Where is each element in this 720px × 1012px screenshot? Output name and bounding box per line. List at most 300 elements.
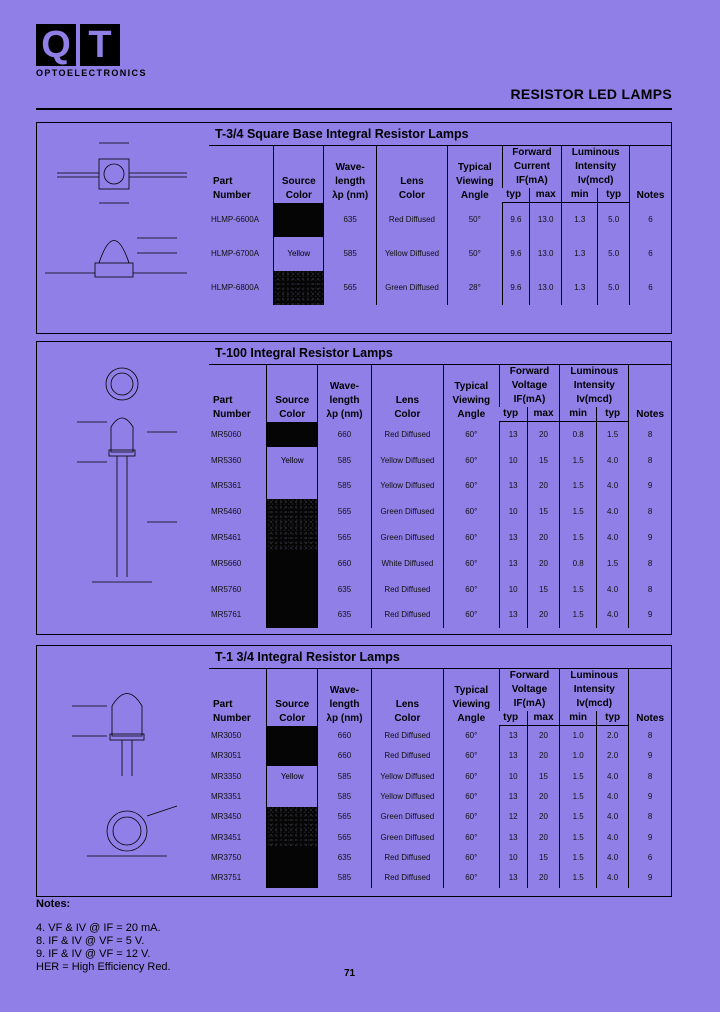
cell-wave: 660	[318, 550, 372, 576]
hdr-iv: Iv(mcd)	[576, 698, 613, 709]
cell-i-min: 1.0	[560, 726, 597, 746]
table-row	[209, 766, 671, 786]
cell-lens: White Diffused	[371, 550, 443, 576]
table-row	[209, 525, 671, 551]
cell-f-typ: 13	[499, 786, 527, 806]
cell-i-min: 1.5	[560, 473, 597, 499]
cell-f-max: 20	[527, 602, 560, 628]
cell-wave: 565	[318, 807, 372, 827]
hdr-iv: Iv(mcd)	[576, 394, 613, 405]
cell-notes: 9	[629, 786, 671, 806]
cell-lens: Red Diffused	[371, 746, 443, 766]
cell-notes: 8	[629, 499, 671, 525]
cell-angle: 60°	[443, 447, 499, 473]
hdr-source: Source	[275, 394, 310, 406]
cell-part: HLMP-6600A	[211, 215, 260, 224]
cell-notes: 6	[629, 271, 671, 305]
cell-f-max: 15	[527, 576, 560, 602]
cell-notes: 8	[629, 422, 671, 448]
table-row	[209, 203, 671, 237]
cell-i-typ: 5.0	[598, 203, 630, 237]
cell-angle: 60°	[443, 576, 499, 602]
cell-f-typ: 13	[499, 525, 527, 551]
cell-i-typ: 2.0	[597, 746, 629, 766]
qt-logo	[36, 24, 147, 78]
section-t134	[36, 645, 672, 897]
hdr-forward: Forward	[509, 366, 550, 377]
cell-source: Yellow	[267, 766, 318, 786]
table-row	[209, 271, 671, 305]
cell-f-typ: 9.6	[502, 203, 530, 237]
cell-angle: 60°	[443, 499, 499, 525]
cell-f-typ: 9.6	[502, 237, 530, 271]
hdr-source: Source	[281, 175, 316, 187]
cell-lens: Yellow Diffused	[377, 237, 448, 271]
cell-source	[274, 203, 324, 237]
cell-part: MR3350	[211, 771, 242, 781]
hdr-intensity: Intensity	[575, 161, 617, 172]
cell-part: MR3751	[211, 873, 242, 883]
hdr-lambda: λp (nm)	[326, 408, 363, 420]
cell-f-max: 20	[527, 473, 560, 499]
cell-angle: 60°	[443, 786, 499, 806]
page-title: RESISTOR LED LAMPS	[510, 86, 672, 102]
hdr-luminous: Luminous	[570, 366, 619, 377]
cell-i-min: 1.5	[560, 602, 597, 628]
cell-f-typ: 10	[499, 576, 527, 602]
cell-notes: 9	[629, 746, 671, 766]
cell-i-typ: 1.5	[597, 550, 629, 576]
cell-source	[267, 726, 318, 746]
table-row	[209, 473, 671, 499]
cell-f-max: 20	[527, 807, 560, 827]
cell-part: MR3351	[211, 792, 242, 802]
hdr-notes: Notes	[629, 146, 671, 203]
cell-wave: 635	[324, 203, 377, 237]
cell-source	[267, 807, 318, 827]
cell-f-typ: 13	[499, 550, 527, 576]
cell-source	[267, 576, 318, 602]
cell-notes: 8	[629, 576, 671, 602]
diagram-t134	[37, 646, 207, 896]
table-row	[209, 786, 671, 806]
cell-f-max: 15	[527, 499, 560, 525]
hdr-part: Part	[213, 394, 233, 406]
hdr-angle: Angle	[457, 408, 486, 420]
cell-notes: 9	[629, 827, 671, 847]
cell-lens: Red Diffused	[377, 203, 448, 237]
cell-source	[267, 602, 318, 628]
hdr-voltage: Voltage	[511, 684, 548, 695]
cell-notes: 9	[629, 602, 671, 628]
cell-lens: Yellow Diffused	[371, 473, 443, 499]
cell-source	[267, 525, 318, 551]
cell-part: MR5060	[211, 429, 242, 439]
hdr-typical: Typical	[457, 161, 492, 173]
cell-i-typ: 4.0	[597, 447, 629, 473]
cell-lens: Red Diffused	[371, 726, 443, 746]
cell-f-max: 15	[527, 847, 560, 867]
cell-notes: 9	[629, 868, 671, 888]
cell-f-typ: 9.6	[502, 271, 530, 305]
cell-notes: 8	[629, 807, 671, 827]
cell-wave: 565	[318, 525, 372, 551]
cell-f-max: 13.0	[530, 237, 562, 271]
cell-lens: Red Diffused	[371, 868, 443, 888]
logo-letter-t: T	[80, 24, 120, 66]
cell-lens: Green Diffused	[371, 827, 443, 847]
section-title: T-100 Integral Resistor Lamps	[209, 342, 671, 365]
cell-part: MR5360	[211, 455, 242, 465]
cell-i-typ: 1.5	[597, 422, 629, 448]
cell-angle: 60°	[443, 868, 499, 888]
hdr-source: Source	[275, 698, 310, 710]
cell-f-typ: 10	[499, 447, 527, 473]
hdr-luminous: Luminous	[571, 147, 620, 158]
hdr-length: length	[335, 175, 366, 187]
cell-part: MR5361	[211, 481, 242, 491]
square-base-drawing	[37, 123, 207, 333]
cell-wave: 585	[318, 786, 372, 806]
hdr-notes: Notes	[629, 669, 671, 726]
cell-f-max: 20	[527, 525, 560, 551]
cell-i-typ: 4.0	[597, 602, 629, 628]
cell-i-min: 1.5	[560, 766, 597, 786]
table-row	[209, 447, 671, 473]
hdr-lambda: λp (nm)	[326, 712, 363, 724]
cell-angle: 60°	[443, 550, 499, 576]
section-title: T-1 3/4 Integral Resistor Lamps	[209, 646, 671, 669]
cell-wave: 660	[318, 422, 372, 448]
hdr-length: length	[329, 394, 360, 406]
note-item: 9. IF & IV @ VF = 12 V.	[36, 948, 151, 960]
cell-angle: 28°	[447, 271, 502, 305]
cell-f-typ: 13	[499, 422, 527, 448]
hdr-typ2: typ	[598, 188, 630, 203]
hdr-lens: Lens	[400, 175, 424, 187]
cell-i-min: 1.5	[560, 847, 597, 867]
cell-i-min: 1.5	[560, 499, 597, 525]
cell-f-max: 20	[527, 422, 560, 448]
cell-i-typ: 4.0	[597, 847, 629, 867]
cell-angle: 60°	[443, 525, 499, 551]
hdr-notes: Notes	[629, 365, 671, 422]
cell-source	[267, 868, 318, 888]
cell-wave: 635	[318, 602, 372, 628]
cell-wave: 565	[318, 827, 372, 847]
cell-part: MR5760	[211, 584, 242, 594]
hdr-typ2: typ	[597, 711, 629, 726]
cell-notes: 6	[629, 203, 671, 237]
cell-i-min: 1.5	[560, 807, 597, 827]
cell-notes: 8	[629, 766, 671, 786]
cell-f-max: 20	[527, 868, 560, 888]
cell-source	[267, 422, 318, 448]
header-rule	[36, 108, 672, 110]
cell-part: MR3050	[211, 731, 242, 741]
cell-i-typ: 5.0	[598, 271, 630, 305]
hdr-angle: Angle	[457, 712, 486, 724]
cell-angle: 60°	[443, 746, 499, 766]
cell-f-max: 13.0	[530, 271, 562, 305]
cell-i-typ: 4.0	[597, 766, 629, 786]
table-row	[209, 576, 671, 602]
cell-i-typ: 2.0	[597, 726, 629, 746]
cell-wave: 635	[318, 847, 372, 867]
cell-f-max: 20	[527, 550, 560, 576]
cell-angle: 60°	[443, 766, 499, 786]
cell-wave: 565	[318, 499, 372, 525]
hdr-if: IF(mA)	[516, 175, 548, 186]
cell-part: MR3750	[211, 852, 242, 862]
hdr-min: min	[562, 188, 598, 203]
cell-f-typ: 13	[499, 746, 527, 766]
cell-i-min: 0.8	[560, 422, 597, 448]
logo-letter-q: Q	[36, 24, 76, 66]
cell-lens: Red Diffused	[371, 602, 443, 628]
cell-f-typ: 13	[499, 868, 527, 888]
cell-part: HLMP-6700A	[211, 249, 260, 258]
cell-wave: 585	[324, 237, 377, 271]
cell-notes: 6	[629, 237, 671, 271]
cell-lens: Green Diffused	[371, 807, 443, 827]
cell-notes: 8	[629, 447, 671, 473]
hdr-number: Number	[213, 189, 251, 201]
cell-angle: 60°	[443, 726, 499, 746]
cell-i-min: 1.5	[560, 576, 597, 602]
cell-notes: 8	[629, 550, 671, 576]
hdr-typ: typ	[502, 188, 530, 203]
cell-f-max: 20	[527, 746, 560, 766]
hdr-color: Color	[279, 408, 306, 420]
hdr-number: Number	[213, 408, 251, 420]
hdr-forward: Forward	[509, 670, 550, 681]
table-row	[209, 746, 671, 766]
cell-source	[274, 271, 324, 305]
cell-i-min: 1.5	[560, 786, 597, 806]
cell-angle: 60°	[443, 602, 499, 628]
hdr-intensity: Intensity	[573, 684, 615, 695]
cell-lens: Yellow Diffused	[371, 447, 443, 473]
cell-angle: 50°	[447, 237, 502, 271]
hdr-length: length	[329, 698, 360, 710]
table-row	[209, 602, 671, 628]
cell-i-typ: 4.0	[597, 525, 629, 551]
cell-notes: 6	[629, 847, 671, 867]
cell-f-max: 20	[527, 786, 560, 806]
page-number: 71	[344, 968, 356, 979]
hdr-current: Current	[513, 161, 550, 172]
cell-f-max: 15	[527, 447, 560, 473]
hdr-if: IF(mA)	[513, 394, 546, 405]
cell-i-typ: 5.0	[598, 237, 630, 271]
cell-source	[267, 473, 318, 499]
hdr-forward: Forward	[512, 147, 552, 158]
hdr-typ: typ	[499, 407, 527, 422]
hdr-wave: Wave-	[335, 161, 365, 173]
hdr-lens-color: Color	[394, 408, 421, 420]
cell-f-typ: 12	[499, 807, 527, 827]
cell-wave: 660	[318, 746, 372, 766]
hdr-max: max	[530, 188, 562, 203]
cell-source	[267, 786, 318, 806]
cell-i-min: 1.0	[560, 746, 597, 766]
hdr-typ2: typ	[597, 407, 629, 422]
cell-lens: Green Diffused	[371, 525, 443, 551]
cell-part: MR3450	[211, 812, 242, 822]
cell-f-max: 15	[527, 766, 560, 786]
diagram-square-base	[37, 123, 207, 333]
hdr-iv: Iv(mcd)	[577, 175, 614, 186]
cell-f-typ: 10	[499, 847, 527, 867]
hdr-wave: Wave-	[329, 684, 360, 696]
t100-drawing	[37, 342, 207, 634]
cell-i-typ: 4.0	[597, 786, 629, 806]
hdr-max: max	[527, 407, 560, 422]
cell-lens: Green Diffused	[371, 499, 443, 525]
hdr-angle: Angle	[460, 189, 489, 201]
cell-angle: 50°	[447, 203, 502, 237]
diagram-t100	[37, 342, 207, 634]
cell-f-max: 13.0	[530, 203, 562, 237]
cell-wave: 565	[324, 271, 377, 305]
cell-f-max: 20	[527, 726, 560, 746]
hdr-min: min	[560, 711, 597, 726]
cell-wave: 635	[318, 576, 372, 602]
section-t34-square	[36, 122, 672, 334]
cell-part: MR3051	[211, 751, 242, 761]
hdr-wave: Wave-	[329, 380, 360, 392]
cell-f-typ: 13	[499, 726, 527, 746]
cell-lens: Red Diffused	[371, 422, 443, 448]
cell-i-min: 1.3	[562, 271, 598, 305]
hdr-color: Color	[279, 712, 306, 724]
cell-i-min: 1.5	[560, 447, 597, 473]
cell-i-min: 1.3	[562, 203, 598, 237]
cell-wave: 585	[318, 766, 372, 786]
logo-subtitle: OPTOELECTRONICS	[36, 68, 147, 78]
hdr-viewing: Viewing	[452, 394, 491, 406]
cell-angle: 60°	[443, 422, 499, 448]
cell-i-min: 1.3	[562, 237, 598, 271]
cell-wave: 660	[318, 726, 372, 746]
cell-notes: 9	[629, 525, 671, 551]
hdr-lens-color: Color	[394, 712, 421, 724]
cell-wave: 585	[318, 447, 372, 473]
hdr-viewing: Viewing	[455, 175, 494, 187]
cell-source	[267, 746, 318, 766]
table-row	[209, 827, 671, 847]
hdr-luminous: Luminous	[570, 670, 619, 681]
cell-notes: 8	[629, 726, 671, 746]
cell-f-max: 20	[527, 827, 560, 847]
cell-lens: Yellow Diffused	[371, 786, 443, 806]
cell-i-min: 1.5	[560, 827, 597, 847]
cell-angle: 60°	[443, 827, 499, 847]
hdr-intensity: Intensity	[573, 380, 615, 391]
cell-f-typ: 10	[499, 766, 527, 786]
table-row	[209, 422, 671, 448]
cell-f-typ: 13	[499, 602, 527, 628]
cell-notes: 9	[629, 473, 671, 499]
cell-lens: Yellow Diffused	[371, 766, 443, 786]
notes-block	[36, 898, 171, 974]
cell-i-typ: 4.0	[597, 807, 629, 827]
cell-i-min: 1.5	[560, 525, 597, 551]
hdr-viewing: Viewing	[452, 698, 491, 710]
note-item: 8. IF & IV @ VF = 5 V.	[36, 935, 145, 947]
hdr-color: Color	[285, 189, 312, 201]
cell-source: Yellow	[267, 447, 318, 473]
table-row	[209, 499, 671, 525]
hdr-part: Part	[213, 698, 233, 710]
hdr-part: Part	[213, 175, 233, 187]
note-item: 4. VF & IV @ IF = 20 mA.	[36, 922, 161, 934]
cell-i-typ: 4.0	[597, 499, 629, 525]
cell-part: MR5761	[211, 610, 242, 620]
cell-source	[267, 499, 318, 525]
cell-lens: Red Diffused	[371, 847, 443, 867]
table-row	[209, 550, 671, 576]
spec-table	[209, 365, 671, 628]
cell-source	[267, 827, 318, 847]
section-title: T-3/4 Square Base Integral Resistor Lamps	[209, 123, 671, 146]
hdr-typical: Typical	[454, 684, 489, 696]
hdr-max: max	[527, 711, 560, 726]
cell-lens: Red Diffused	[371, 576, 443, 602]
hdr-typ: typ	[499, 711, 527, 726]
hdr-lens: Lens	[395, 394, 420, 406]
hdr-number: Number	[213, 712, 251, 724]
cell-source	[267, 847, 318, 867]
hdr-lens-color: Color	[398, 189, 426, 201]
cell-angle: 60°	[443, 473, 499, 499]
cell-part: MR5660	[211, 558, 242, 568]
cell-wave: 585	[318, 868, 372, 888]
cell-part: MR5461	[211, 533, 242, 543]
cell-part: MR5460	[211, 507, 242, 517]
hdr-voltage: Voltage	[511, 380, 548, 391]
hdr-min: min	[560, 407, 597, 422]
hdr-lambda: λp (nm)	[332, 189, 369, 201]
table-row	[209, 726, 671, 746]
cell-lens: Green Diffused	[377, 271, 448, 305]
hdr-if: IF(mA)	[513, 698, 546, 709]
section-t100	[36, 341, 672, 635]
cell-angle: 60°	[443, 807, 499, 827]
cell-source: Yellow	[274, 237, 324, 271]
cell-part: HLMP-6800A	[211, 283, 260, 292]
hdr-lens: Lens	[395, 698, 420, 710]
cell-angle: 60°	[443, 847, 499, 867]
cell-f-typ: 13	[499, 473, 527, 499]
cell-i-typ: 4.0	[597, 827, 629, 847]
table-row	[209, 868, 671, 888]
cell-f-typ: 13	[499, 827, 527, 847]
table-row	[209, 847, 671, 867]
cell-part: MR3451	[211, 832, 242, 842]
cell-i-min: 1.5	[560, 868, 597, 888]
t134-drawing	[37, 646, 207, 896]
cell-i-typ: 4.0	[597, 868, 629, 888]
table-row	[209, 237, 671, 271]
cell-i-typ: 4.0	[597, 576, 629, 602]
cell-i-typ: 4.0	[597, 473, 629, 499]
spec-table	[209, 146, 671, 305]
cell-f-typ: 10	[499, 499, 527, 525]
cell-source	[267, 550, 318, 576]
cell-i-min: 0.8	[560, 550, 597, 576]
